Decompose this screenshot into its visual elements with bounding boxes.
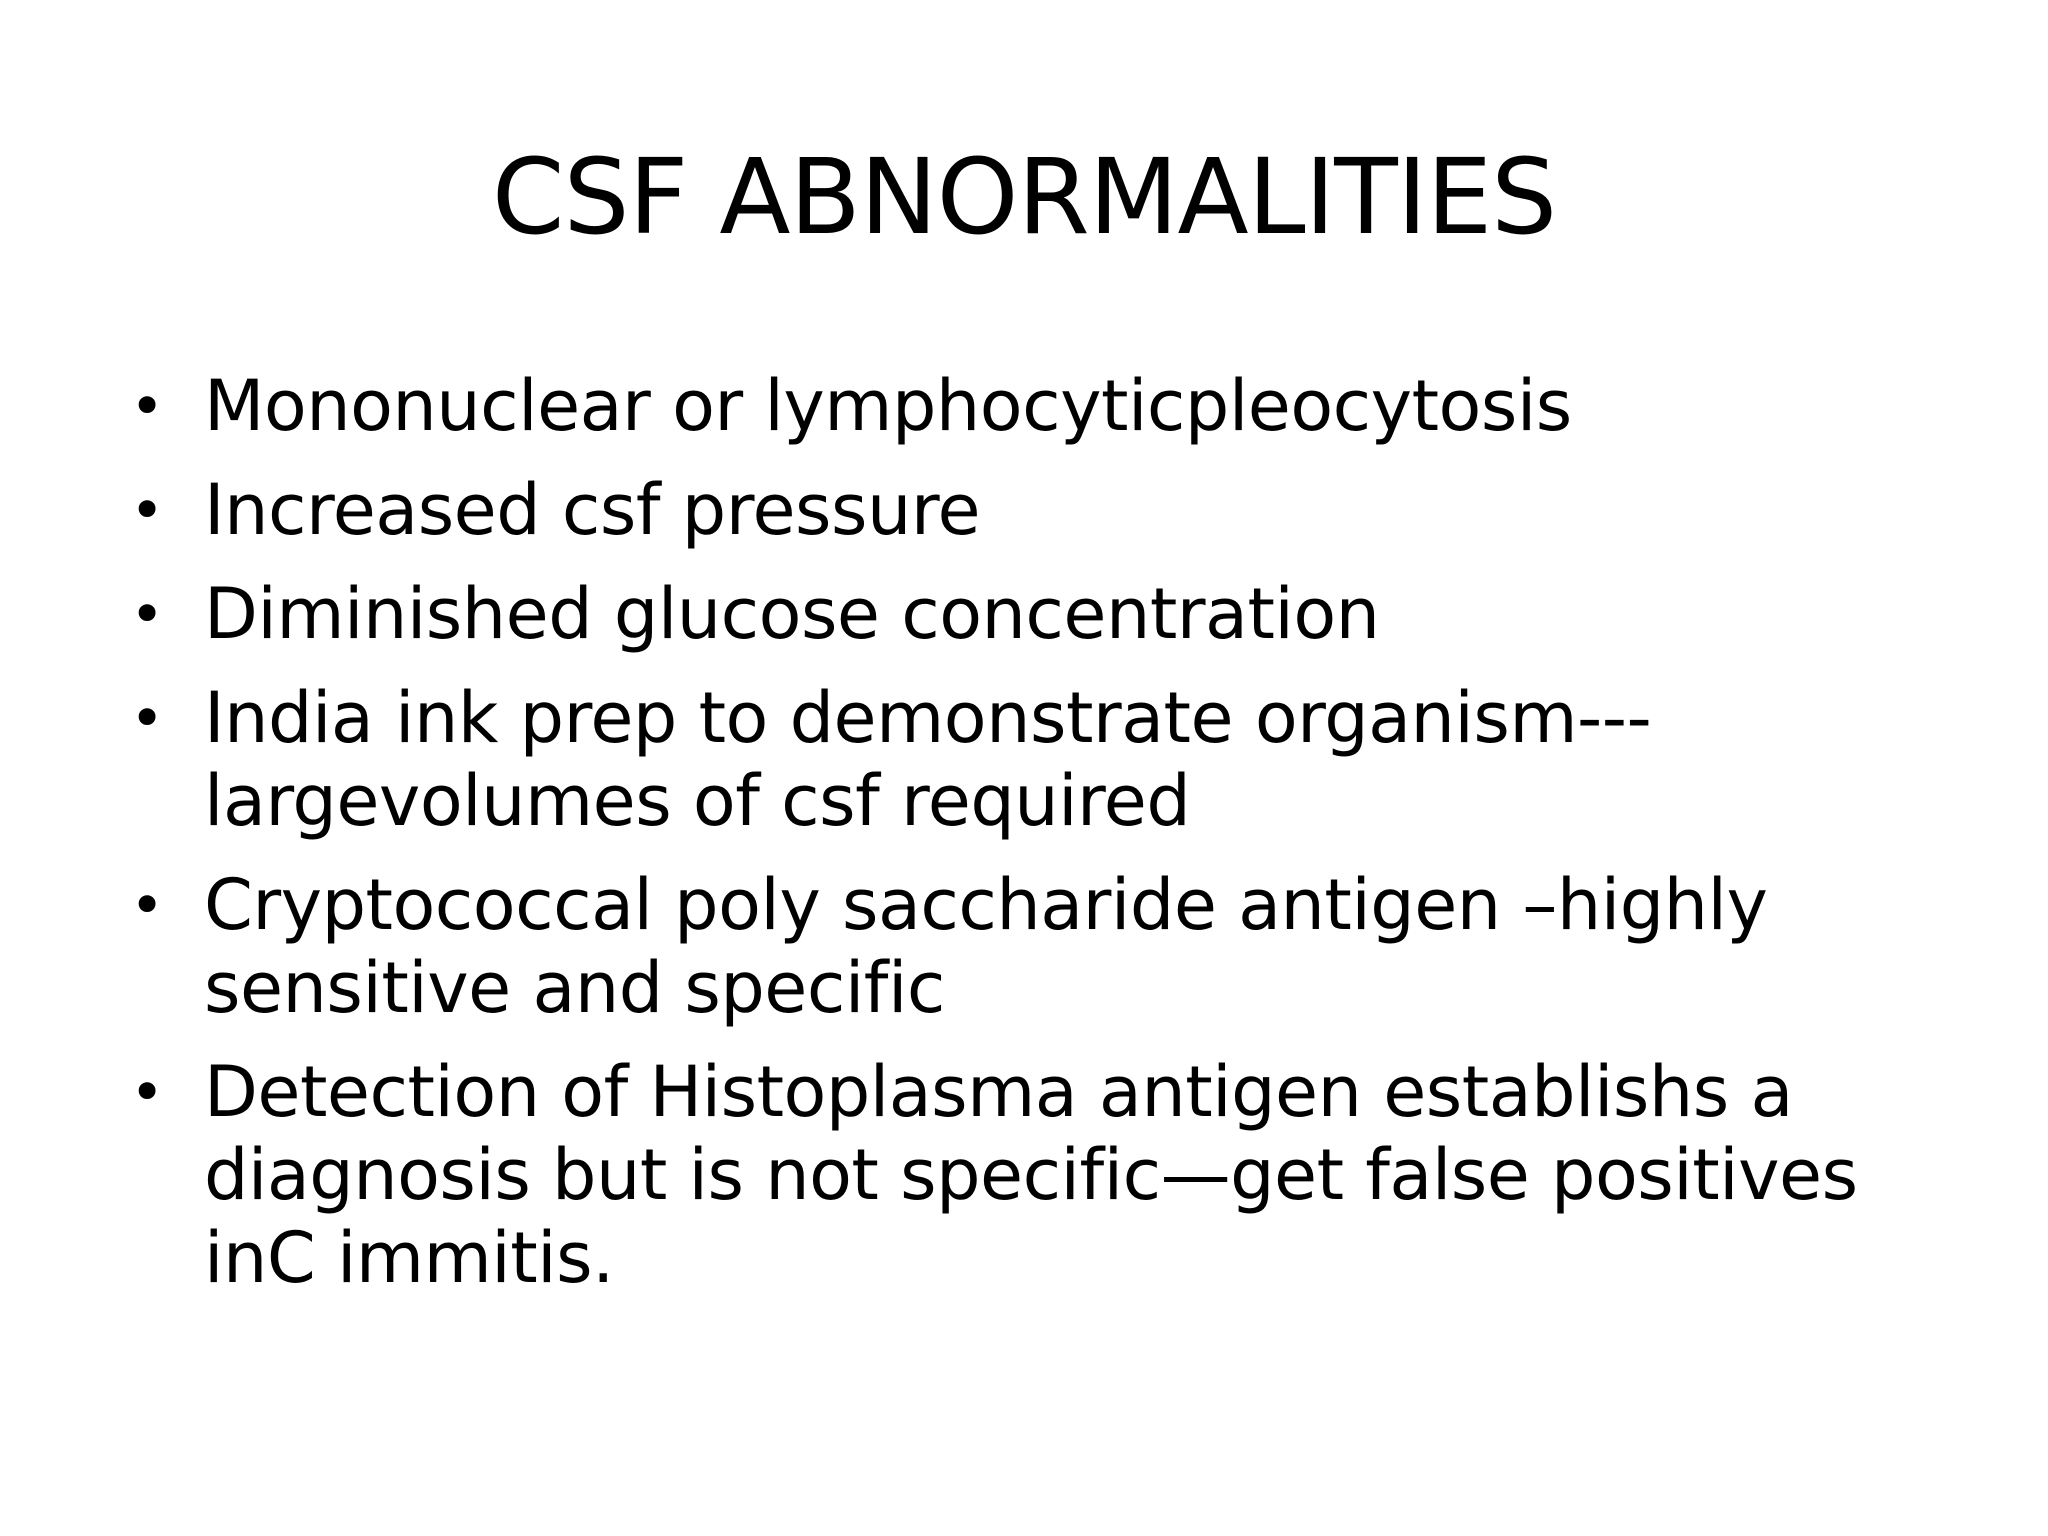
bullet-dot-icon: • — [130, 372, 164, 440]
bullet-text: India ink prep to demonstrate organism---largevolumes of csf required — [204, 677, 1652, 842]
bullet-item — [118, 677, 1978, 843]
bullet-text: Mononuclear or lymphocyticpleocytosis — [204, 365, 1572, 447]
bullet-text: Cryptococcal poly saccharide antigen –highly sensitive and specific — [204, 864, 1768, 1029]
bullet-item — [118, 1051, 1978, 1300]
bullet-dot-icon: • — [130, 580, 164, 648]
bullet-text: Increased csf pressure — [204, 469, 981, 551]
bullet-text: Diminished glucose concentration — [204, 573, 1380, 655]
bullet-text: Detection of Histoplasma antigen establishs a diagnosis but is not specific—get false positives inC immitis. — [204, 1051, 1858, 1299]
bullet-item — [118, 469, 1978, 552]
slide-title: CSF ABNORMALITIES — [491, 136, 1557, 258]
bullet-list — [118, 365, 1978, 1321]
bullet-item — [118, 573, 1978, 656]
bullet-dot-icon: • — [130, 871, 164, 939]
bullet-dot-icon: • — [130, 684, 164, 752]
bullet-dot-icon: • — [130, 476, 164, 544]
bullet-dot-icon: • — [130, 1058, 164, 1126]
bullet-item — [118, 365, 1978, 448]
bullet-item — [118, 864, 1978, 1030]
